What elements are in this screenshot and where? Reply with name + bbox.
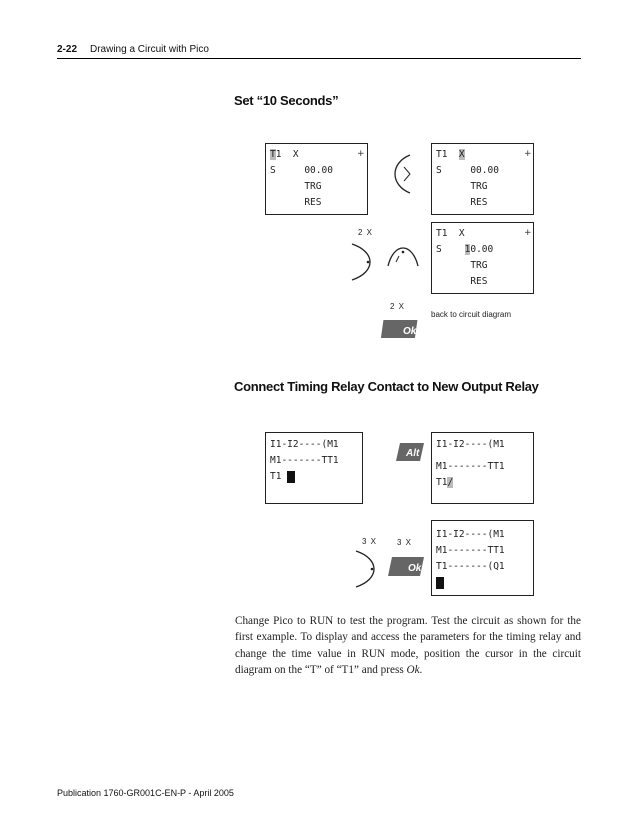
- cursor-right-button-icon: [390, 153, 418, 195]
- back-to-circuit-note: back to circuit diagram: [431, 310, 512, 319]
- ok-word: Ok: [406, 663, 420, 676]
- lcd-line: T1-------(Q1: [436, 561, 505, 572]
- block-cursor: [436, 577, 444, 589]
- lcd-line: T1 X: [436, 228, 465, 239]
- cursor: 1: [464, 244, 471, 255]
- lcd-line: 1 X: [275, 149, 299, 160]
- press-count-label: 2 X: [358, 228, 374, 237]
- cursor: /: [447, 477, 454, 488]
- plus-indicator: +: [524, 228, 532, 238]
- cursor: X: [458, 149, 465, 160]
- ok-button-icon: [378, 316, 418, 342]
- lcd-line: S: [436, 244, 465, 255]
- lcd-line: T1: [270, 471, 288, 482]
- plus-indicator: +: [524, 149, 532, 159]
- lcd-display-timer-cursor-x: [431, 143, 534, 215]
- lcd-line: TRG: [436, 181, 488, 192]
- lcd-line: 0.00: [470, 244, 494, 255]
- lcd-display-timer-initial: [265, 143, 368, 215]
- lcd-line: T1: [436, 149, 459, 160]
- ok-button-icon: [384, 554, 426, 580]
- lcd-display-circuit-output: [431, 520, 534, 596]
- page-number: 2-22: [57, 44, 78, 55]
- lcd-line: I1-I2----(M1: [436, 529, 505, 540]
- cursor: T: [270, 149, 276, 160]
- lcd-display-circuit-contact: [431, 432, 534, 504]
- section-heading-set-10-seconds: Set “10 Seconds”: [234, 93, 339, 108]
- section-heading-connect-timing-relay: Connect Timing Relay Contact to New Output Relay: [234, 379, 539, 394]
- ok-button-label: Ok: [408, 563, 422, 574]
- lcd-line: TRG: [270, 181, 322, 192]
- lcd-line: RES: [436, 197, 488, 208]
- lcd-line: M1-------TT1: [436, 461, 505, 472]
- plus-indicator: +: [357, 149, 365, 159]
- cursor-left-button-icon: [346, 242, 376, 282]
- publication-footer: Publication 1760-GR001C-EN-P - April 2005: [57, 788, 234, 798]
- press-count-label: 2 X: [390, 302, 406, 311]
- cursor-right-button-icon: [350, 549, 380, 589]
- lcd-line: M1-------TT1: [270, 455, 339, 466]
- ok-button-label: Ok: [403, 326, 417, 337]
- lcd-line: S 00.00: [270, 165, 333, 176]
- alt-button-icon: [392, 441, 426, 465]
- block-cursor: [287, 471, 295, 483]
- paragraph-text: Change Pico to RUN to test the program. Test the circuit as shown for the first example. To display and access the parameters for the timing relay and change the time value in RUN mode, position the cursor in the circuit diagram on the “T” of “T1” and press: [235, 615, 581, 676]
- chapter-title: Drawing a Circuit with Pico: [90, 44, 209, 55]
- lcd-line: S 00.00: [436, 165, 499, 176]
- lcd-line: I1-I2----(M1: [270, 439, 339, 450]
- lcd-line: RES: [436, 276, 488, 287]
- alt-button-label: Alt: [406, 448, 420, 459]
- lcd-display-timer-value-10: [431, 222, 534, 294]
- cursor-up-button-icon: [386, 240, 420, 270]
- lcd-line: TRG: [436, 260, 488, 271]
- lcd-display-circuit-initial: [265, 432, 363, 504]
- instruction-paragraph: [235, 613, 581, 678]
- lcd-line: M1-------TT1: [436, 545, 505, 556]
- press-count-label: 3 X: [397, 538, 413, 547]
- press-count-label: 3 X: [362, 537, 378, 546]
- lcd-line: T1: [436, 477, 448, 488]
- lcd-line: RES: [270, 197, 322, 208]
- lcd-line: I1-I2----(M1: [436, 439, 505, 450]
- header-rule: [57, 58, 581, 59]
- paragraph-text: .: [419, 663, 423, 676]
